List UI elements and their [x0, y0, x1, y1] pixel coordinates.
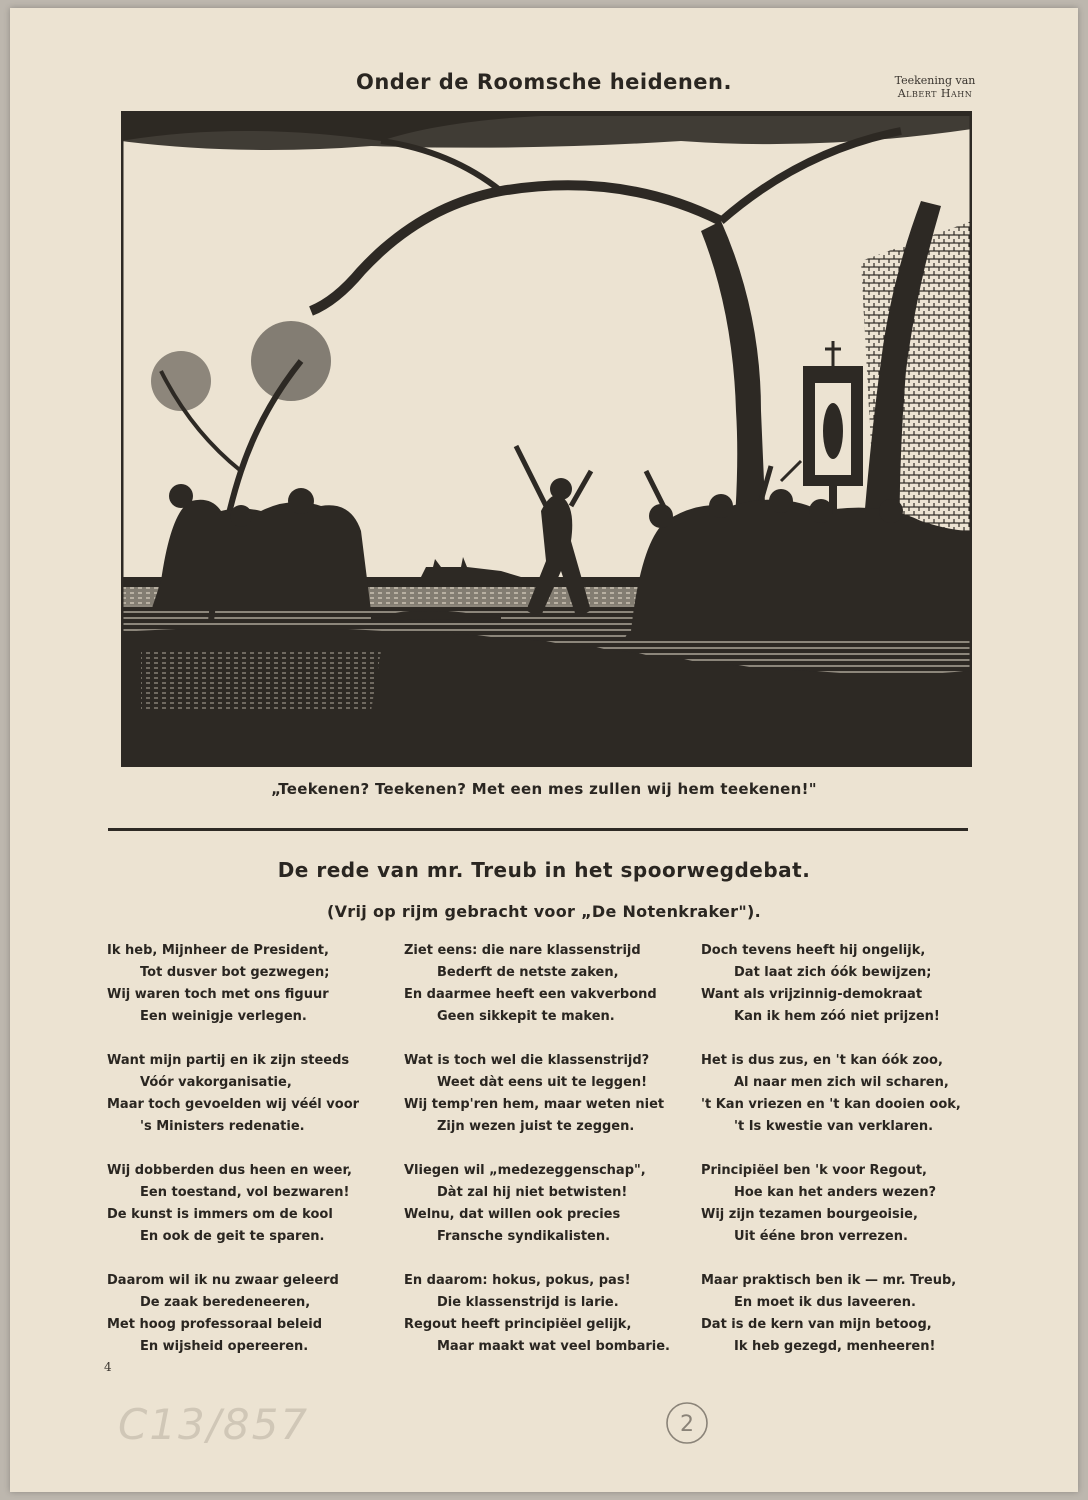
right-crowd: [621, 500, 972, 641]
verse-line: Kan ik hem zóó niet prijzen!: [734, 1009, 940, 1024]
verse-line: De kunst is immers om de kool: [107, 1207, 333, 1222]
verse-line: En daarom: hokus, pokus, pas!: [404, 1273, 631, 1288]
verse-line: En ook de geit te sparen.: [140, 1229, 325, 1244]
verse-line: Vóór vakorganisatie,: [140, 1075, 292, 1090]
pond: [141, 651, 381, 711]
verse-line: Dat is de kern van mijn betoog,: [701, 1317, 932, 1332]
verse-line: Uit ééne bron verrezen.: [734, 1229, 908, 1244]
verse-line: Daarom wil ik nu zwaar geleerd: [107, 1273, 339, 1288]
verse-line: Geen sikkepit te maken.: [437, 1009, 615, 1024]
verse-line: Dat laat zich óók bewijzen;: [734, 965, 932, 980]
stanza: [701, 1050, 1001, 1160]
stanza: [107, 1050, 407, 1160]
stanza: [404, 940, 704, 1050]
stanza: [107, 940, 407, 1050]
left-crowd: [151, 500, 371, 611]
verse-line: Weet dàt eens uit te leggen!: [437, 1075, 648, 1090]
verse-line: En wijsheid opereeren.: [140, 1339, 309, 1354]
verse-line: Wij zijn tezamen bourgeoisie,: [701, 1207, 918, 1222]
madonna-figure: [823, 403, 843, 459]
verse-line: Een weinigje verlegen.: [140, 1009, 307, 1024]
poem-title: De rede van mr. Treub in het spoorwegdebat.: [277, 858, 811, 882]
page-number: 4: [104, 1360, 112, 1374]
credit-line-2: Albert Hahn: [897, 87, 973, 100]
verse-line: Doch tevens heeft hij ongelijk,: [701, 943, 926, 958]
small-tree-foliage: [151, 351, 211, 411]
poem-column-2: [404, 940, 704, 1380]
verse-line: Een toestand, vol bezwaren!: [140, 1185, 350, 1200]
verse-line: Wij temp'ren hem, maar weten niet: [404, 1097, 665, 1112]
woodcut-illustration: [121, 111, 972, 767]
verse-line: Dàt zal hij niet betwisten!: [437, 1185, 628, 1200]
stanza: [404, 1270, 704, 1380]
credit-line-1: Teekening van: [894, 74, 976, 87]
verse-line: Maar toch gevoelden wij véél voor: [107, 1097, 360, 1112]
verse-line: Al naar men zich wil scharen,: [734, 1075, 949, 1090]
cartoon-caption: „Teekenen? Teekenen? Met een mes zullen wij hem teekenen!": [271, 780, 817, 798]
stanza: [107, 1160, 407, 1270]
verse-line: Wij waren toch met ons figuur: [107, 987, 329, 1002]
verse-line: Want mijn partij en ik zijn steeds: [107, 1053, 350, 1068]
stanza: [701, 1270, 1001, 1380]
verse-line: Bederft de netste zaken,: [437, 965, 619, 980]
verse-line: Ziet eens: die nare klassenstrijd: [404, 943, 641, 958]
stanza: [404, 1050, 704, 1160]
stanza: [107, 1270, 407, 1380]
stanza: [404, 1160, 704, 1270]
verse-line: 't Is kwestie van verklaren.: [734, 1119, 934, 1134]
verse-line: Tot dusver bot gezwegen;: [140, 965, 330, 980]
verse-line: 't Kan vriezen en 't kan dooien ook,: [701, 1097, 961, 1112]
cartoon-title: Onder de Roomsche heidenen.: [356, 70, 732, 94]
verse-line: Wat is toch wel die klassenstrijd?: [404, 1053, 650, 1068]
section-rule: [108, 828, 968, 831]
stanza: [701, 940, 1001, 1050]
verse-line: Fransche syndikalisten.: [437, 1229, 611, 1244]
small-tree-foliage: [251, 321, 331, 401]
verse-line: Ik heb, Mijnheer de President,: [107, 943, 329, 958]
verse-line: En daarmee heeft een vakverbond: [404, 987, 657, 1002]
verse-line: Het is dus zus, en 't kan óók zoo,: [701, 1053, 943, 1068]
circled-number: [664, 1400, 710, 1446]
verse-line: 's Ministers redenatie.: [140, 1119, 305, 1134]
verse-line: Ik heb gezegd, menheeren!: [734, 1339, 936, 1354]
archive-mark: C13/857: [118, 1400, 310, 1449]
circled-number-text: 2: [680, 1412, 694, 1437]
verse-line: Want als vrijzinnig-demokraat: [701, 987, 923, 1002]
artist-credit: [880, 74, 990, 100]
poem-subtitle: (Vrij op rijm gebracht voor „De Notenkraker").: [327, 902, 761, 921]
verse-line: Wij dobberden dus heen en weer,: [107, 1163, 352, 1178]
verse-line: Principiëel ben 'k voor Regout,: [701, 1163, 927, 1178]
verse-line: Die klassenstrijd is larie.: [437, 1295, 619, 1310]
poem-column-3: [701, 940, 1001, 1380]
verse-line: Maar maakt wat veel bombarie.: [437, 1339, 670, 1354]
verse-line: Vliegen wil „medezeggenschap",: [404, 1163, 646, 1178]
verse-line: Hoe kan het anders wezen?: [734, 1185, 936, 1200]
verse-line: De zaak beredeneeren,: [140, 1295, 311, 1310]
poem-column-1: [107, 940, 407, 1380]
verse-line: Welnu, dat willen ook precies: [404, 1207, 621, 1222]
verse-line: Maar praktisch ben ik — mr. Treub,: [701, 1273, 957, 1288]
stanza: [701, 1160, 1001, 1270]
verse-line: En moet ik dus laveeren.: [734, 1295, 916, 1310]
verse-line: Zijn wezen juist te zeggen.: [437, 1119, 635, 1134]
verse-line: Regout heeft principiëel gelijk,: [404, 1317, 632, 1332]
verse-line: Met hoog professoraal beleid: [107, 1317, 323, 1332]
